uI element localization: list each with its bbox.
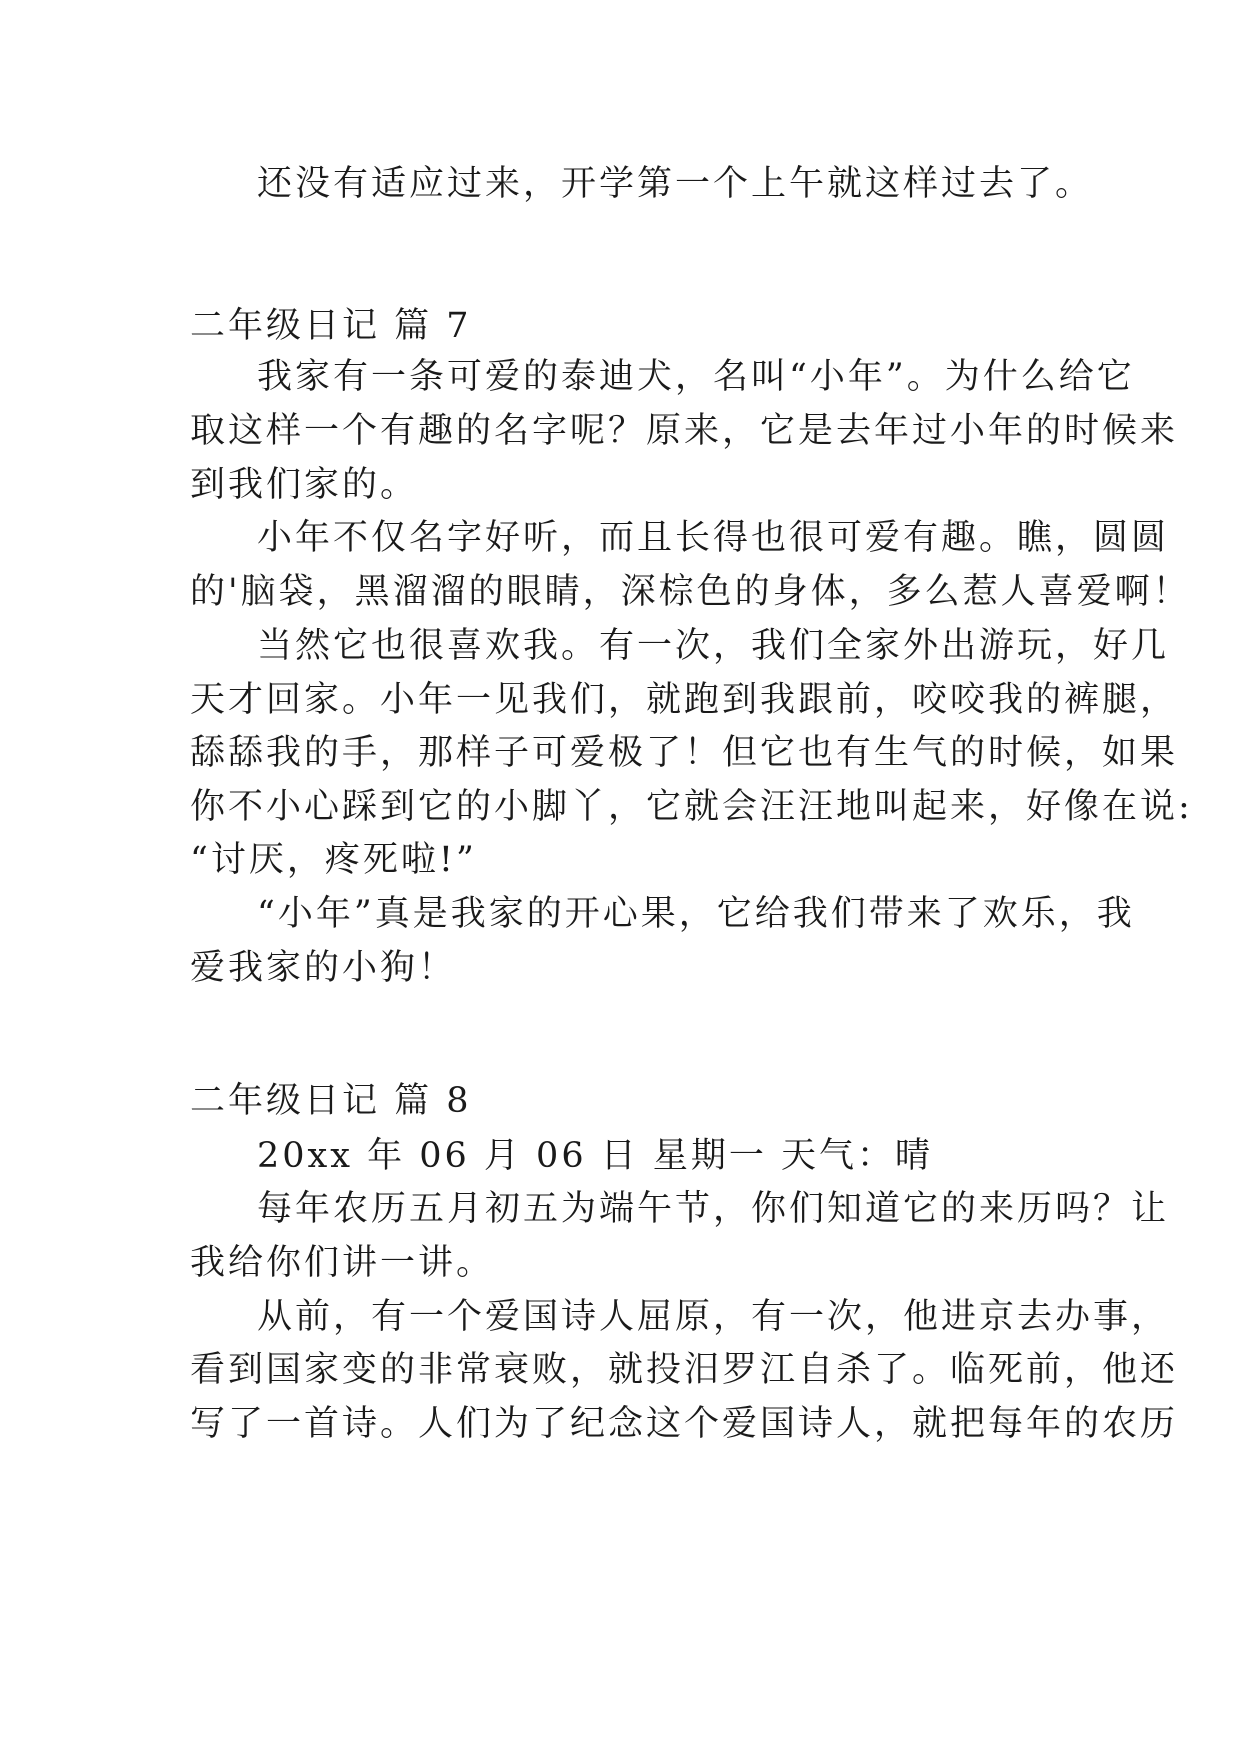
entry-7-line: 你不小心踩到它的小脚丫，它就会汪汪地叫起来，好像在说: <box>190 787 1193 827</box>
entry-8-line: 看到国家变的非常衰败，就投汨罗江自杀了。临死前，他还 <box>190 1350 1179 1390</box>
entry-7-line: 爱我家的小狗！ <box>190 948 457 988</box>
entry-7-line: 我家有一条可爱的泰迪犬，名叫“小年”。为什么给它 <box>257 357 1135 397</box>
entry-8-date-line: 20xx 年 06 月 06 日 星期一 天气：晴 <box>257 1136 933 1176</box>
entry-7-line: 到我们家的。 <box>190 465 419 505</box>
entry-8-line: 写了一首诗。人们为了纪念这个爱国诗人，就把每年的农历 <box>190 1404 1179 1444</box>
intro-paragraph: 还没有适应过来，开学第一个上午就这样过去了。 <box>257 164 1094 204</box>
entry-8-title: 二年级日记 篇 8 <box>190 1081 472 1121</box>
entry-7-line: 取这样一个有趣的名字呢？原来，它是去年过小年的时候来 <box>190 411 1179 451</box>
entry-7-line: 当然它也很喜欢我。有一次，我们全家外出游玩，好几 <box>257 626 1170 666</box>
entry-7-line: 天才回家。小年一见我们，就跑到我跟前，咬咬我的裤腿， <box>190 680 1179 720</box>
entry-7-line: 小年不仅名字好听，而且长得也很可爱有趣。瞧，圆圆 <box>257 518 1170 558</box>
entry-8-line: 从前，有一个爱国诗人屈原，有一次，他进京去办事， <box>257 1297 1170 1337</box>
entry-7-title: 二年级日记 篇 7 <box>190 306 472 346</box>
entry-8-line: 每年农历五月初五为端午节，你们知道它的来历吗？让 <box>257 1189 1170 1229</box>
entry-8-line: 我给你们讲一讲。 <box>190 1243 495 1283</box>
entry-7-line: 舔舔我的手，那样子可爱极了！但它也有生气的时候，如果 <box>190 733 1179 773</box>
entry-7-line: “小年”真是我家的开心果，它给我们带来了欢乐，我 <box>257 894 1135 934</box>
entry-7-line: “讨厌，疼死啦!” <box>190 840 477 880</box>
entry-7-line: 的'脑袋，黑溜溜的眼睛，深棕色的身体，多么惹人喜爱啊！ <box>190 572 1191 612</box>
